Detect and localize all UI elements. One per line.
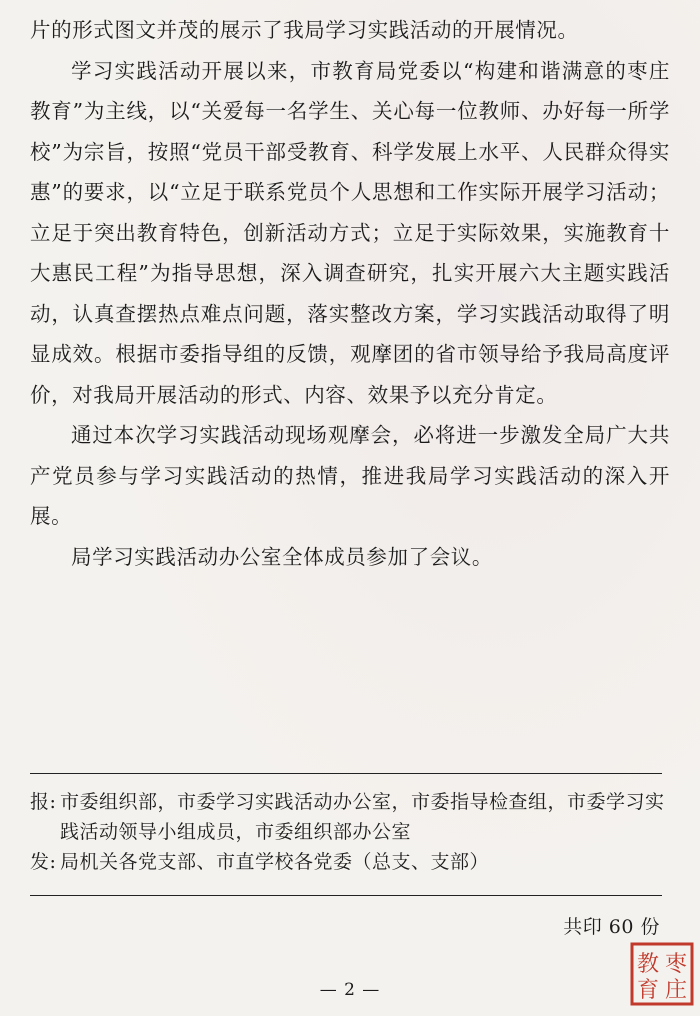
send-key: 发: <box>30 851 57 873</box>
send-row <box>30 847 670 877</box>
report-value: 市委组织部，市委学习实践活动办公室，市委指导检查组，市委学习实践活动领导小组成员，市委组织部办公室 <box>60 791 665 843</box>
page-number: — 2 — <box>319 980 381 1000</box>
svg-text:育: 育 <box>636 978 660 1003</box>
svg-text:庄: 庄 <box>664 978 688 1003</box>
paragraph-activity-summary: 学习实践活动开展以来，市教育局党委以“构建和谐满意的枣庄教育”为主线，以“关爱每一名学生、关心每一位教师、办好每一所学校”为宗旨，按照“党员干部受教育、科学发展上水平、人民群众得实惠”的要求，以“立足于联系党员个人思想和工作实际开展学习活动；立足于突出教育特色，创新活动方式；立足于实际效果，实施教育十大惠民工程”为指导思想，深入调查研究，扎实开展六大主题实践活动，认真查摆热点难点问题，落实整改方案，学习实践活动取得了明显成效。根据市委指导组的反馈，观摩团的省市领导给予我局高度评价，对我局开展活动的形式、内容、效果予以充分肯定。 <box>30 58 670 407</box>
divider-top <box>30 773 662 774</box>
distribution-list <box>30 787 670 877</box>
seal-stamp-icon <box>630 942 694 1006</box>
report-row <box>30 787 670 847</box>
send-value: 局机关各党支部、市直学校各党委（总支、支部） <box>60 851 490 873</box>
paragraph-continuation: 片的形式图文并茂的展示了我局学习实践活动的开展情况。 <box>30 18 579 42</box>
report-key: 报: <box>30 791 57 813</box>
svg-text:教: 教 <box>636 952 660 977</box>
divider-bottom <box>30 895 662 896</box>
svg-text:枣: 枣 <box>664 952 688 977</box>
paragraph-outlook: 通过本次学习实践活动现场观摩会，必将进一步激发全局广大共产党员参与学习实践活动的热情，推进我局学习实践活动的深入开展。 <box>30 423 670 528</box>
copies-count: 共印 60 份 <box>563 916 660 938</box>
body-text <box>30 10 670 577</box>
paragraph-attendance: 局学习实践活动办公室全体成员参加了会议。 <box>71 544 493 569</box>
